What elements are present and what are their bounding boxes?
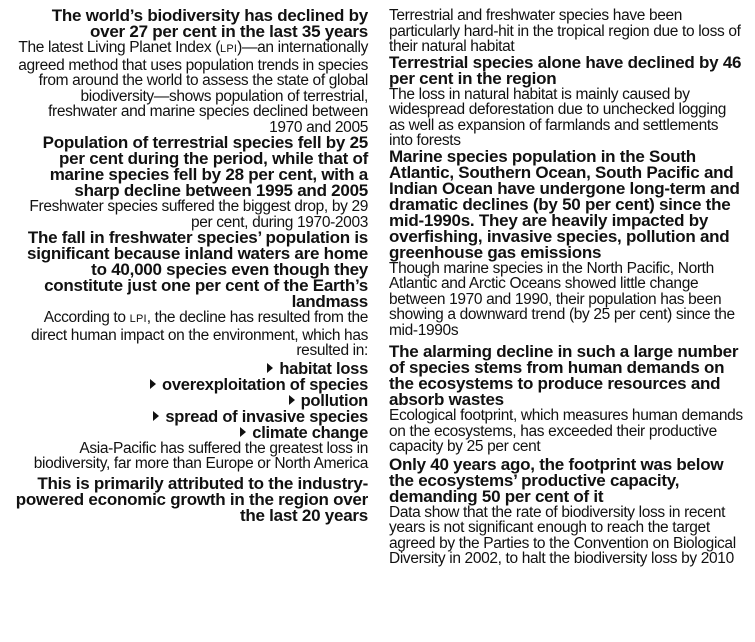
lpi-intro-text-end: )—an internationally agreed method that uses population trends in species from around the world to assess the state of global biodiversity—shows population of terrestrial, freshwater and marine species declined between 1970 and 2005	[18, 39, 368, 136]
freshwater-drop: Freshwater species suffered the biggest drop, by 29 per cent, during 1970-2003	[29, 198, 368, 231]
left-headline: The world’s biodiversity has declined by over 27 per cent in the last 35 years	[51, 6, 368, 41]
lpi-abbreviation-2: LPI	[129, 313, 147, 325]
human-demand-cause: The alarming decline in such a large number of species stems from human demands on the ecosystems to produce resources and absorb wastes	[389, 342, 739, 409]
lpi-intro-text-start: The latest Living Planet Index (	[18, 39, 221, 56]
triangle-bullet-icon	[240, 427, 246, 437]
tropical-hard-hit: Terrestrial and freshwater species have been particularly hard-hit in the tropical region due to loss of their natural habitat	[389, 7, 741, 55]
lpi-intro-paragraph	[14, 40, 368, 135]
human-impact-text-start: According to	[43, 309, 130, 326]
impact-list	[14, 361, 368, 441]
list-item: spread of invasive species	[14, 409, 368, 425]
triangle-bullet-icon	[153, 411, 159, 421]
list-item: pollution	[14, 393, 368, 409]
economic-growth-attribution: This is primarily attributed to the industry-powered economic growth in the region over the last 20 years	[15, 473, 368, 525]
marine-southern-decline: Marine species population in the South Atlantic, Southern Ocean, South Pacific and Indian Ocean have undergone long-term and dramatic declines (by 50 per cent) since the mid-1990s. They are heavily impacted by overfishing, invasive species, pollution and greenhouse gas emissions	[389, 146, 740, 262]
footprint-history: Only 40 years ago, the footprint was below the ecosystems’ productive capacity, demanding 50 per cent of it	[389, 454, 724, 506]
ecological-footprint: Ecological footprint, which measures human demands on the ecosystems, has exceeded their productive capacity by 25 per cent	[389, 407, 743, 455]
north-marine-trend: Though marine species in the North Pacific, North Atlantic and Arctic Oceans showed little change between 1970 and 1990, their population has been showing a downward trend (by 25 per cent) since the mid-1990s	[389, 259, 735, 339]
deforestation-cause: The loss in natural habitat is mainly caused by widespread deforestation due to unchecked logging as well as expansion of farmlands and settlements into forests	[389, 85, 727, 149]
triangle-bullet-icon	[289, 395, 295, 405]
triangle-bullet-icon	[150, 379, 156, 389]
human-impact-text-end: , the decline has resulted from the direct human impact on the environment, which has resulted in:	[31, 309, 368, 359]
list-item: climate change	[14, 425, 368, 441]
terrestrial-46-percent: Terrestrial species alone have declined by 46 per cent in the region	[389, 52, 742, 88]
list-item: habitat loss	[14, 361, 368, 377]
right-column	[389, 8, 745, 567]
freshwater-significance: The fall in freshwater species’ population is significant because inland waters are home to 40,000 species even though they constitute just one per cent of the Earth’s landmass	[27, 228, 368, 311]
list-item: overexploitation of species	[14, 377, 368, 393]
triangle-bullet-icon	[267, 363, 273, 373]
lpi-abbreviation: LPI	[220, 43, 238, 55]
asia-pacific-loss: Asia-Pacific has suffered the greatest loss in biodiversity, far more than Europe or North America	[33, 439, 368, 472]
terrestrial-marine-decline: Population of terrestrial species fell by 25 per cent during the period, while that of marine species fell by 28 per cent, with a sharp decline between 1995 and 2005	[42, 133, 368, 200]
cbd-target-paragraph: Data show that the rate of biodiversity loss in recent years is not significant enough to reach the target agreed by the Parties to the Convention on Biological Diversity in 2002, to halt the biodiversity loss by 2010	[389, 503, 736, 567]
human-impact-paragraph	[14, 310, 368, 359]
left-column	[14, 8, 368, 524]
